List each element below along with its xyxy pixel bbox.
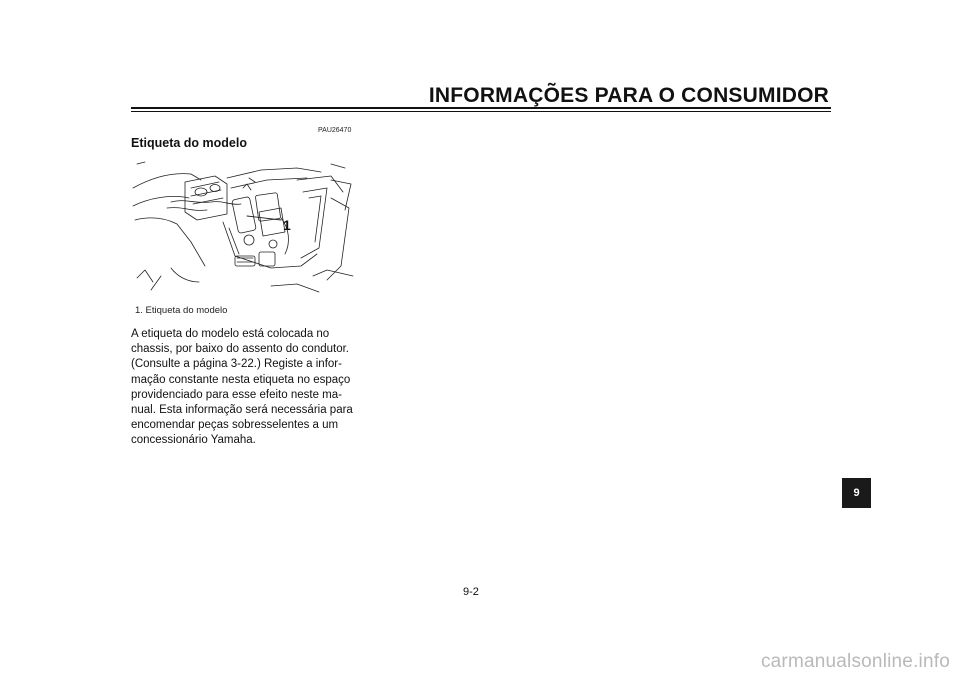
figure-callout-1: 1 — [283, 217, 291, 233]
model-label-illustration — [131, 158, 355, 298]
section-heading: Etiqueta do modelo — [131, 136, 247, 150]
page-title: INFORMAÇÕES PARA O CONSUMIDOR — [428, 84, 829, 107]
page-number: 9-2 — [463, 586, 479, 598]
watermark: carmanualsonline.info — [760, 651, 950, 672]
header-rule — [131, 107, 831, 109]
body-paragraph: A etiqueta do modelo está colocada no chassis, por baixo do assento do condutor. (Consulte a página 3-22.) Registe a infor- mação constante nesta etiqueta no espaço providenciado para esse efeito neste ma- nual. Esta informação será necessária para encomendar peças sobresselentes a um concessionário Yamaha. — [131, 328, 353, 447]
header-rule-thin — [131, 111, 831, 112]
chapter-tab-label: 9 — [853, 487, 860, 499]
reference-code: PAU26470 — [318, 127, 352, 134]
chapter-tab — [842, 478, 871, 508]
figure-caption: 1. Etiqueta do modelo — [135, 305, 228, 316]
